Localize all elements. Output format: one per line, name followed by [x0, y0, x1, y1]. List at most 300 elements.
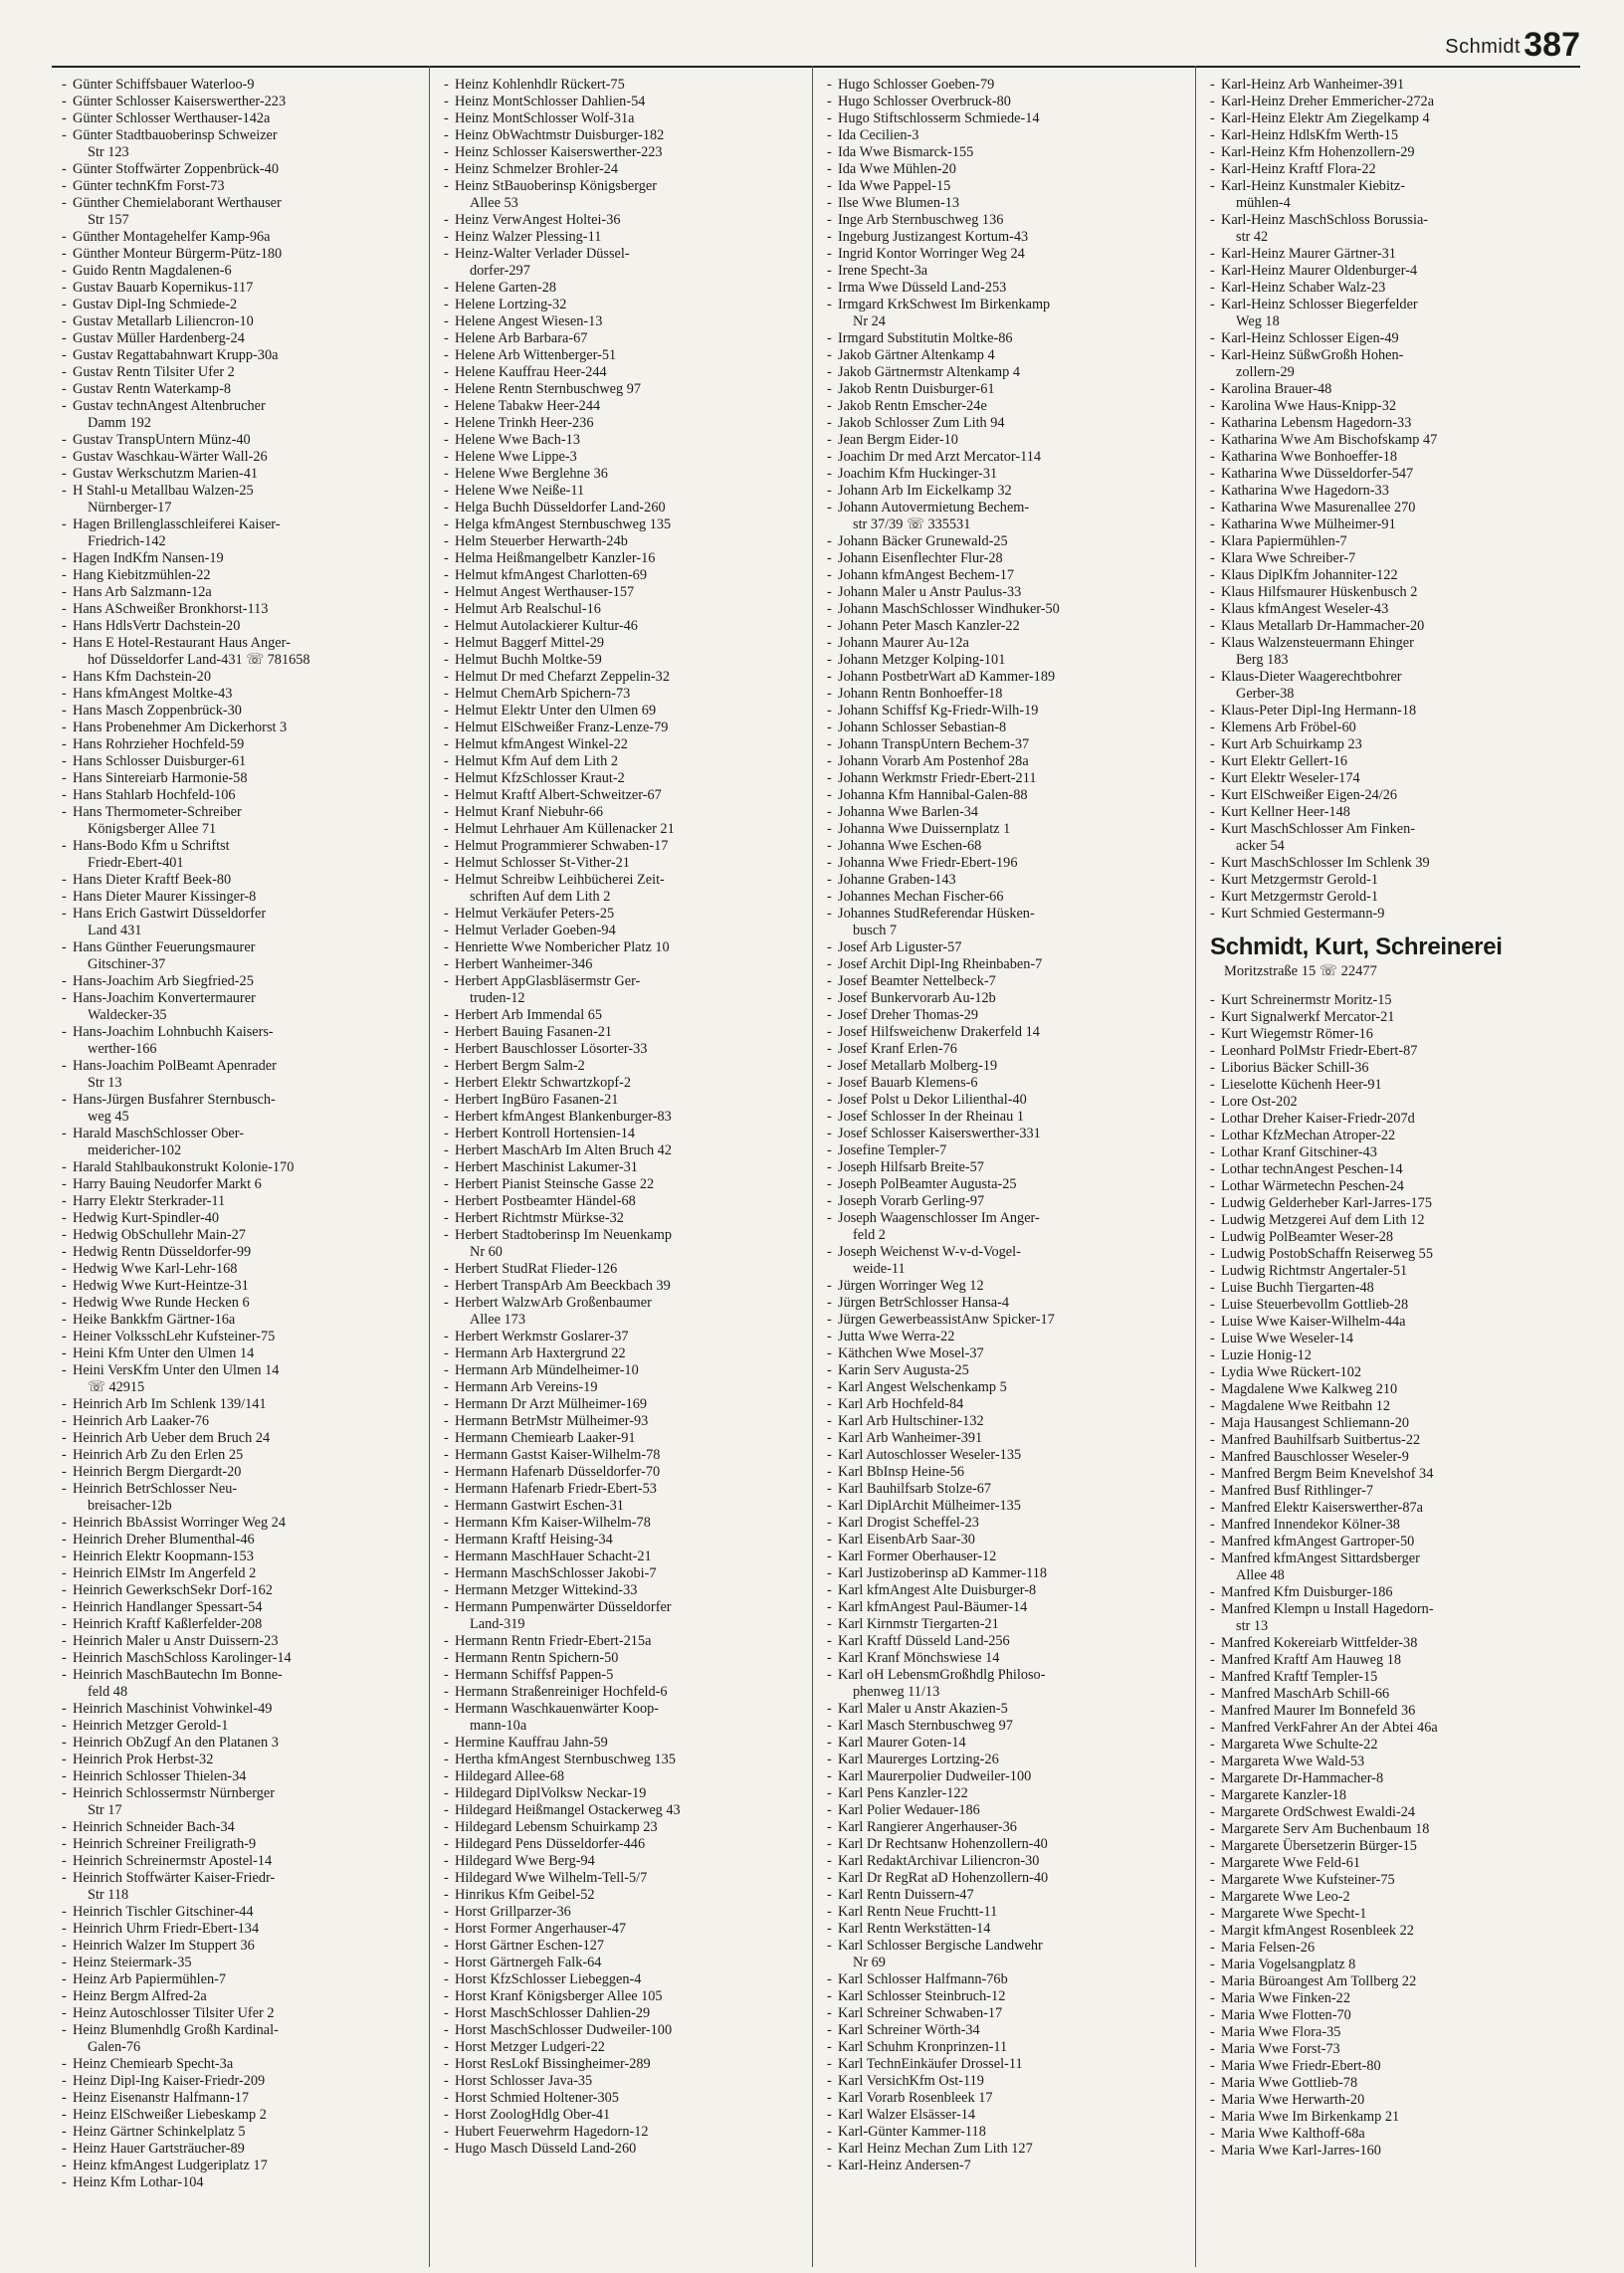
directory-entry: - Johanna Wwe Eschen-68	[827, 838, 1191, 855]
directory-entry: - Günter Schlosser Kaiserswerther-223	[62, 94, 390, 110]
directory-entry: - Kurt Wiegemstr Römer-16	[1210, 1026, 1588, 1043]
directory-entry: - Manfred kfmAngest Gartroper-50	[1210, 1534, 1588, 1550]
directory-entry: - Johann kfmAngest Bechem-17	[827, 567, 1191, 584]
directory-entry: - Margarete Wwe Kufsteiner-75	[1210, 1872, 1588, 1889]
directory-entry: - Heinrich Schreiner Freiligrath-9	[62, 1836, 390, 1853]
directory-entry: - Karl Dr Rechtsanw Hohenzollern-40	[827, 1836, 1191, 1853]
directory-entry: - Heinz MontSchlosser Wolf-31a	[444, 110, 778, 127]
directory-entry-continuation: werther-166	[88, 1041, 157, 1057]
directory-entry: - Karin Serv Augusta-25	[827, 1362, 1191, 1379]
directory-entry-continuation: ☏ 42915	[88, 1379, 145, 1395]
directory-entry: - Gustav Rentn Tilsiter Ufer 2	[62, 364, 390, 381]
directory-entry: - Herbert Maschinist Lakumer-31	[444, 1159, 778, 1176]
directory-entry: - Hermann Waschkauenwärter Koop-	[444, 1701, 778, 1718]
directory-column-4	[1210, 77, 1588, 2266]
directory-entry: - Margareta Wwe Schulte-22	[1210, 1737, 1588, 1754]
directory-entry: - Helene Wwe Berglehne 36	[444, 466, 778, 483]
directory-entry: - Günter Schiffsbauer Waterloo-9	[62, 77, 390, 94]
directory-entry: - Heinz Walzer Plessing-11	[444, 229, 778, 246]
directory-entry-continuation: feld 2	[853, 1227, 886, 1243]
directory-entry: - Herbert Pianist Steinsche Gasse 22	[444, 1176, 778, 1193]
directory-entry-continuation: schriften Auf dem Lith 2	[470, 889, 611, 905]
directory-entry: - Heinz kfmAngest Ludgeriplatz 17	[62, 2158, 390, 2174]
directory-entry: - Karl Schlosser Steinbruch-12	[827, 1988, 1191, 2005]
directory-entry-continuation: Damm 192	[88, 415, 151, 431]
directory-entry: - Josefine Templer-7	[827, 1142, 1191, 1159]
directory-entry: - Margareta Wwe Wald-53	[1210, 1754, 1588, 1770]
directory-entry: - Karl Polier Wedauer-186	[827, 1802, 1191, 1819]
directory-entry: - Heinrich Arb Laaker-76	[62, 1413, 390, 1430]
directory-entry: - Helmut Kraftf Albert-Schweitzer-67	[444, 787, 778, 804]
directory-entry: - Helene Kauffrau Heer-244	[444, 364, 778, 381]
directory-entry: - Hans Schlosser Duisburger-61	[62, 753, 390, 770]
page-header	[0, 0, 1624, 70]
directory-entry: - Hermann Chemiearb Laaker-91	[444, 1430, 778, 1447]
directory-entry: - Gustav Werkschutzm Marien-41	[62, 466, 390, 483]
directory-entry: - Karolina Wwe Haus-Knipp-32	[1210, 398, 1588, 415]
directory-entry: - Lothar KfzMechan Atroper-22	[1210, 1128, 1588, 1144]
directory-entry: - Hildegard Pens Düsseldorfer-446	[444, 1836, 778, 1853]
directory-entry: - Johannes Mechan Fischer-66	[827, 889, 1191, 906]
directory-entry: - Ilse Wwe Blumen-13	[827, 195, 1191, 212]
directory-entry: - Helmut Schlosser St-Vither-21	[444, 855, 778, 872]
directory-entry: - Hermann Hafenarb Friedr-Ebert-53	[444, 1481, 778, 1498]
directory-entry: - Johann Metzger Kolping-101	[827, 652, 1191, 669]
column-divider	[812, 66, 813, 2267]
directory-entry: - Lothar Kranf Gitschiner-43	[1210, 1144, 1588, 1161]
directory-entry: - Manfred VerkFahrer An der Abtei 46a	[1210, 1720, 1588, 1737]
directory-entry: - Johann Rentn Bonhoeffer-18	[827, 686, 1191, 703]
directory-entry: - Kurt Metzgermstr Gerold-1	[1210, 872, 1588, 889]
directory-entry-continuation: Waldecker-35	[88, 1007, 167, 1023]
directory-entry: - Ludwig PostobSchaffn Reiserweg 55	[1210, 1246, 1588, 1263]
directory-entry: - Karl Maurer Goten-14	[827, 1735, 1191, 1752]
header-rule	[52, 66, 1580, 68]
directory-entry-continuation: busch 7	[853, 923, 898, 938]
directory-entry: - Heiner VolksschLehr Kufsteiner-75	[62, 1329, 390, 1345]
directory-entry: - Heinz Dipl-Ing Kaiser-Friedr-209	[62, 2073, 390, 2090]
directory-entry: - Johann Maler u Anstr Paulus-33	[827, 584, 1191, 601]
directory-entry: - Heinrich Tischler Gitschiner-44	[62, 1904, 390, 1921]
directory-entry: - Hedwig ObSchullehr Main-27	[62, 1227, 390, 1244]
directory-entry: - Karl-Heinz Kunstmaler Kiebitz-	[1210, 178, 1588, 195]
directory-entry: - Johann Werkmstr Friedr-Ebert-211	[827, 770, 1191, 787]
directory-entry: - Hedwig Wwe Kurt-Heintze-31	[62, 1278, 390, 1295]
directory-entry: - Karl Heinz Mechan Zum Lith 127	[827, 2141, 1191, 2158]
directory-entry: - Heinrich Metzger Gerold-1	[62, 1718, 390, 1735]
directory-entry: - Katharina Wwe Masurenallee 270	[1210, 500, 1588, 517]
directory-entry: - Maria Wwe Forst-73	[1210, 2041, 1588, 2058]
directory-entry: - Gustav Metallarb Liliencron-10	[62, 313, 390, 330]
directory-entry: - Heinz Blumenhdlg Großh Kardinal-	[62, 2022, 390, 2039]
directory-entry: - Hedwig Wwe Runde Hecken 6	[62, 1295, 390, 1312]
directory-entry: - Heike Bankkfm Gärtner-16a	[62, 1312, 390, 1329]
directory-entry: - Harald MaschSchlosser Ober-	[62, 1126, 390, 1142]
directory-entry: - Herbert AppGlasbläsermstr Ger-	[444, 973, 778, 990]
directory-entry: - Hermann Arb Mündelheimer-10	[444, 1362, 778, 1379]
directory-entry: - Irmgard KrkSchwest Im Birkenkamp	[827, 297, 1191, 313]
directory-entry: - Hermann MaschSchlosser Jakobi-7	[444, 1565, 778, 1582]
directory-entry: - Kurt Schmied Gestermann-9	[1210, 906, 1588, 923]
directory-entry: - Manfred Bauschlosser Weseler-9	[1210, 1449, 1588, 1466]
directory-entry-continuation: Friedr-Ebert-401	[88, 855, 184, 871]
directory-entry: - Hans-Jürgen Busfahrer Sternbusch-	[62, 1092, 390, 1109]
directory-entry: - Herbert Elektr Schwartzkopf-2	[444, 1075, 778, 1092]
directory-entry: - Helene Wwe Bach-13	[444, 432, 778, 449]
directory-entry: - Heinrich GewerkschSekr Dorf-162	[62, 1582, 390, 1599]
directory-entry: - Helmut Kfm Auf dem Lith 2	[444, 753, 778, 770]
directory-entry: - Heinrich Schlossermstr Nürnberger	[62, 1785, 390, 1802]
directory-entry: - Helene Trinkh Heer-236	[444, 415, 778, 432]
directory-entry: - Helene Rentn Sternbuschweg 97	[444, 381, 778, 398]
directory-entry: - Katharina Wwe Bonhoeffer-18	[1210, 449, 1588, 466]
directory-entry: - Hildegard Allee-68	[444, 1768, 778, 1785]
directory-entry: - Heinrich Kraftf Kaßlerfelder-208	[62, 1616, 390, 1633]
directory-entry: - Josef Archit Dipl-Ing Rheinbaben-7	[827, 956, 1191, 973]
directory-entry: - Heinz VerwAngest Holtei-36	[444, 212, 778, 229]
directory-entry-continuation: zollern-29	[1236, 364, 1295, 380]
directory-entry: - Hermann Hafenarb Düsseldorfer-70	[444, 1464, 778, 1481]
directory-entry: - Hildegard Wwe Berg-94	[444, 1853, 778, 1870]
directory-entry: - Josef Schlosser In der Rheinau 1	[827, 1109, 1191, 1126]
directory-entry-continuation: dorfer-297	[470, 263, 530, 279]
directory-entry: - Herbert kfmAngest Blankenburger-83	[444, 1109, 778, 1126]
directory-entry: - Hinrikus Kfm Geibel-52	[444, 1887, 778, 1904]
directory-entry: - Joseph Hilfsarb Breite-57	[827, 1159, 1191, 1176]
business-heading: Schmidt, Kurt, Schreinerei	[1210, 933, 1503, 960]
directory-entry: - Margarete Übersetzerin Bürger-15	[1210, 1838, 1588, 1855]
directory-entry: - Hildegard Wwe Wilhelm-Tell-5/7	[444, 1870, 778, 1887]
directory-entry: - Karl Rentn Duissern-47	[827, 1887, 1191, 1904]
directory-entry: - Hans Probenehmer Am Dickerhorst 3	[62, 720, 390, 736]
directory-entry: - Hans Stahlarb Hochfeld-106	[62, 787, 390, 804]
directory-entry: - Herbert Bauschlosser Lösorter-33	[444, 1041, 778, 1058]
directory-entry: - Hans Arb Salzmann-12a	[62, 584, 390, 601]
directory-entry: - Karl Kranf Mönchswiese 14	[827, 1650, 1191, 1667]
directory-entry-continuation: Nr 69	[853, 1955, 886, 1970]
directory-entry: - Karl Arb Wanheimer-391	[827, 1430, 1191, 1447]
directory-entry: - Helmut Angest Werthauser-157	[444, 584, 778, 601]
directory-entry: - Heinrich MaschBautechn Im Bonne-	[62, 1667, 390, 1684]
directory-entry-continuation: Nr 24	[853, 313, 886, 329]
directory-entry: - Magdalene Wwe Kalkweg 210	[1210, 1381, 1588, 1398]
directory-entry: - Heinrich Maler u Anstr Duissern-23	[62, 1633, 390, 1650]
directory-entry: - Kurt Elektr Weseler-174	[1210, 770, 1588, 787]
directory-entry: - Hermann MaschHauer Schacht-21	[444, 1549, 778, 1565]
directory-entry: - Heinrich MaschSchloss Karolinger-14	[62, 1650, 390, 1667]
directory-entry-continuation: truden-12	[470, 990, 525, 1006]
directory-entry: - Hans HdlsVertr Dachstein-20	[62, 618, 390, 635]
directory-entry: - Guido Rentn Magdalenen-6	[62, 263, 390, 280]
directory-entry: - Johann Bäcker Grunewald-25	[827, 533, 1191, 550]
directory-entry: - Katharina Wwe Hagedorn-33	[1210, 483, 1588, 500]
directory-entry: - Karl Kraftf Düsseld Land-256	[827, 1633, 1191, 1650]
directory-entry: - Helmut Schreibw Leihbücherei Zeit-	[444, 872, 778, 889]
directory-entry: - Heinrich ObZugf An den Platanen 3	[62, 1735, 390, 1752]
directory-entry: - Katharina Wwe Am Bischofskamp 47	[1210, 432, 1588, 449]
column-divider	[1195, 66, 1196, 2267]
directory-entry: - Karl Justizoberinsp aD Kammer-118	[827, 1565, 1191, 1582]
directory-entry: - Herbert StudRat Flieder-126	[444, 1261, 778, 1278]
directory-entry: - Heinrich BbAssist Worringer Weg 24	[62, 1515, 390, 1532]
directory-entry: - Manfred Kokereiarb Wittfelder-38	[1210, 1635, 1588, 1652]
directory-entry: - Heinrich Schlosser Thielen-34	[62, 1768, 390, 1785]
directory-entry: - Helmut kfmAngest Winkel-22	[444, 736, 778, 753]
directory-entry: - Irene Specht-3a	[827, 263, 1191, 280]
directory-entry: - Ludwig Gelderheber Karl-Jarres-175	[1210, 1195, 1588, 1212]
directory-entry: - Horst Gärtner Eschen-127	[444, 1938, 778, 1955]
directory-column-2	[444, 77, 778, 2266]
directory-entry: - Jürgen GewerbeassistAnw Spicker-17	[827, 1312, 1191, 1329]
directory-entry-continuation: mühlen-4	[1236, 195, 1291, 211]
directory-entry-continuation: Allee 53	[470, 195, 518, 211]
directory-entry: - Maria Wwe Flotten-70	[1210, 2007, 1588, 2024]
directory-entry: - Horst Schmied Holtener-305	[444, 2090, 778, 2107]
directory-entry: - Helmut Arb Realschul-16	[444, 601, 778, 618]
directory-entry: - Johanna Wwe Barlen-34	[827, 804, 1191, 821]
directory-entry: - Heinrich Bergm Diergardt-20	[62, 1464, 390, 1481]
directory-entry: - Hermann Rentn Friedr-Ebert-215a	[444, 1633, 778, 1650]
directory-entry: - Josef Kranf Erlen-76	[827, 1041, 1191, 1058]
directory-entry-continuation: feld 48	[88, 1684, 128, 1700]
directory-entry: - Hermine Kauffrau Jahn-59	[444, 1735, 778, 1752]
directory-entry: - Heinz Bergm Alfred-2a	[62, 1988, 390, 2005]
directory-entry: - Karl Maurerpolier Dudweiler-100	[827, 1768, 1191, 1785]
directory-entry: - Kurt Arb Schuirkamp 23	[1210, 736, 1588, 753]
directory-entry: - Maria Wwe Friedr-Ebert-80	[1210, 2058, 1588, 2075]
directory-entry: - Klaus Hilfsmaurer Hüskenbusch 2	[1210, 584, 1588, 601]
directory-entry: - Hagen Brillenglasschleiferei Kaiser-	[62, 517, 390, 533]
directory-entry: - Günther Montagehelfer Kamp-96a	[62, 229, 390, 246]
directory-entry: - Maria Wwe Gottlieb-78	[1210, 2075, 1588, 2092]
directory-entry: - Hermann Gastst Kaiser-Wilhelm-78	[444, 1447, 778, 1464]
directory-entry: - Helm Steuerber Herwarth-24b	[444, 533, 778, 550]
directory-entry: - Jutta Wwe Werra-22	[827, 1329, 1191, 1345]
directory-entry: - Katharina Wwe Düsseldorfer-547	[1210, 466, 1588, 483]
directory-entry: - Herbert IngBüro Fasanen-21	[444, 1092, 778, 1109]
directory-entry: - Heinz Eisenanstr Halfmann-17	[62, 2090, 390, 2107]
directory-entry: - Karl-Heinz Andersen-7	[827, 2158, 1191, 2174]
directory-entry: - Kurt Signalwerkf Mercator-21	[1210, 1009, 1588, 1026]
directory-entry: - Karl Schreiner Wörth-34	[827, 2022, 1191, 2039]
directory-entry: - Heinz Kfm Lothar-104	[62, 2174, 390, 2191]
directory-entry: - Helmut KfzSchlosser Kraut-2	[444, 770, 778, 787]
directory-entry: - Manfred Innendekor Kölner-38	[1210, 1517, 1588, 1534]
directory-entry: - Hermann Arb Vereins-19	[444, 1379, 778, 1396]
directory-entry: - Hang Kiebitzmühlen-22	[62, 567, 390, 584]
directory-entry: - Günter Schlosser Werthauser-142a	[62, 110, 390, 127]
directory-entry: - Karl-Heinz Dreher Emmericher-272a	[1210, 94, 1588, 110]
directory-entry: - Herbert Postbeamter Händel-68	[444, 1193, 778, 1210]
directory-entry: - Hans E Hotel-Restaurant Haus Anger-	[62, 635, 390, 652]
directory-entry: - Karl Rentn Werkstätten-14	[827, 1921, 1191, 1938]
directory-entry: - Joseph Weichenst W-v-d-Vogel-	[827, 1244, 1191, 1261]
directory-entry: - Maria Wwe Flora-35	[1210, 2024, 1588, 2041]
directory-entry: - Lothar technAngest Peschen-14	[1210, 1161, 1588, 1178]
directory-entry: - Margit kfmAngest Rosenbleek 22	[1210, 1923, 1588, 1940]
directory-entry: - Hans-Joachim Arb Siegfried-25	[62, 973, 390, 990]
directory-entry: - Hans-Joachim Lohnbuchh Kaisers-	[62, 1024, 390, 1041]
directory-entry: - Kurt MaschSchlosser Am Finken-	[1210, 821, 1588, 838]
directory-entry-continuation: Nürnberger-17	[88, 500, 172, 516]
directory-entry-continuation: Nr 60	[470, 1244, 503, 1260]
directory-entry: - Kurt ElSchweißer Eigen-24/26	[1210, 787, 1588, 804]
directory-entry: - Klaus kfmAngest Weseler-43	[1210, 601, 1588, 618]
directory-entry: - Gustav Bauarb Kopernikus-117	[62, 280, 390, 297]
directory-entry: - Ludwig Richtmstr Angertaler-51	[1210, 1263, 1588, 1280]
directory-entry: - Maria Felsen-26	[1210, 1940, 1588, 1957]
directory-entry: - Gustav TranspUntern Münz-40	[62, 432, 390, 449]
directory-entry: - Johann PostbetrWart aD Kammer-189	[827, 669, 1191, 686]
directory-entry-continuation: Str 13	[88, 1075, 122, 1091]
directory-entry: - Joseph PolBeamter Augusta-25	[827, 1176, 1191, 1193]
directory-entry: - Herbert Bergm Salm-2	[444, 1058, 778, 1075]
directory-entry: - Manfred Busf Rithlinger-7	[1210, 1483, 1588, 1500]
directory-entry-continuation: Land 431	[88, 923, 142, 938]
directory-entry: - Heinz Steiermark-35	[62, 1955, 390, 1971]
directory-entry: - Herbert TranspArb Am Beeckbach 39	[444, 1278, 778, 1295]
directory-entry: - Maria Vogelsangplatz 8	[1210, 1957, 1588, 1973]
directory-entry: - Luise Steuerbevollm Gottlieb-28	[1210, 1297, 1588, 1314]
directory-entry: - Karl Pens Kanzler-122	[827, 1785, 1191, 1802]
directory-entry: - Jakob Rentn Duisburger-61	[827, 381, 1191, 398]
directory-entry: - Heini Kfm Unter den Ulmen 14	[62, 1345, 390, 1362]
directory-entry: - Margarete Serv Am Buchenbaum 18	[1210, 1821, 1588, 1838]
directory-entry: - Heinrich Schneider Bach-34	[62, 1819, 390, 1836]
directory-entry: - Käthchen Wwe Mosel-37	[827, 1345, 1191, 1362]
directory-entry: - Inge Arb Sternbuschweg 136	[827, 212, 1191, 229]
directory-entry: - Josef Polst u Dekor Lilienthal-40	[827, 1092, 1191, 1109]
directory-entry: - Lieselotte Küchenh Heer-91	[1210, 1077, 1588, 1094]
directory-entry: - Karl Schreiner Schwaben-17	[827, 2005, 1191, 2022]
directory-entry: - Margarete Dr-Hammacher-8	[1210, 1770, 1588, 1787]
directory-entry: - Hermann Pumpenwärter Düsseldorfer	[444, 1599, 778, 1616]
directory-entry: - Karl RedaktArchivar Liliencron-30	[827, 1853, 1191, 1870]
directory-entry: - Karl-Heinz Kfm Hohenzollern-29	[1210, 144, 1588, 161]
directory-entry: - Hermann Arb Haxtergrund 22	[444, 1345, 778, 1362]
directory-entry: - Hans ASchweißer Bronkhorst-113	[62, 601, 390, 618]
directory-entry: - Heinz Autoschlosser Tilsiter Ufer 2	[62, 2005, 390, 2022]
directory-entry: - Harry Elektr Sterkrader-11	[62, 1193, 390, 1210]
directory-entry: - Kurt Elektr Gellert-16	[1210, 753, 1588, 770]
directory-entry: - Maria Wwe Kalthoff-68a	[1210, 2126, 1588, 2143]
directory-entry-continuation: Friedrich-142	[88, 533, 166, 549]
directory-entry: - Karl-Heinz Arb Wanheimer-391	[1210, 77, 1588, 94]
directory-entry: - Johann Peter Masch Kanzler-22	[827, 618, 1191, 635]
directory-entry: - Manfred Klempn u Install Hagedorn-	[1210, 1601, 1588, 1618]
directory-entry: - Horst ResLokf Bissingheimer-289	[444, 2056, 778, 2073]
directory-entry: - Helmut Kranf Niebuhr-66	[444, 804, 778, 821]
directory-entry: - Margarete Wwe Specht-1	[1210, 1906, 1588, 1923]
directory-entry: - Helmut Elektr Unter den Ulmen 69	[444, 703, 778, 720]
directory-entry: - Manfred Kfm Duisburger-186	[1210, 1584, 1588, 1601]
directory-entry-continuation: Land-319	[470, 1616, 525, 1632]
directory-entry: - Hermann Straßenreiniger Hochfeld-6	[444, 1684, 778, 1701]
directory-entry: - Horst ZoologHdlg Ober-41	[444, 2107, 778, 2124]
directory-entry: - Karl-Heinz MaschSchloss Borussia-	[1210, 212, 1588, 229]
directory-entry: - Klara Papiermühlen-7	[1210, 533, 1588, 550]
directory-entry: - Karl-Heinz Kraftf Flora-22	[1210, 161, 1588, 178]
directory-entry: - Klaus Metallarb Dr-Hammacher-20	[1210, 618, 1588, 635]
directory-entry-continuation: Königsberger Allee 71	[88, 821, 217, 837]
directory-entry: - Heinz Schlosser Kaiserswerther-223	[444, 144, 778, 161]
directory-entry: - Horst MaschSchlosser Dahlien-29	[444, 2005, 778, 2022]
directory-entry: - Heinrich Dreher Blumenthal-46	[62, 1532, 390, 1549]
directory-entry: - Hans Günther Feuerungsmaurer	[62, 939, 390, 956]
directory-entry: - Heinz Arb Papiermühlen-7	[62, 1971, 390, 1988]
directory-entry: - Johanna Wwe Friedr-Ebert-196	[827, 855, 1191, 872]
directory-entry: - Johanna Wwe Duissernplatz 1	[827, 821, 1191, 838]
directory-entry-continuation: meidericher-102	[88, 1142, 182, 1158]
running-head: Schmidt	[1445, 36, 1521, 58]
directory-entry: - Karl Dr RegRat aD Hohenzollern-40	[827, 1870, 1191, 1887]
directory-entry: - Heinrich Maschinist Vohwinkel-49	[62, 1701, 390, 1718]
directory-entry: - Jakob Schlosser Zum Lith 94	[827, 415, 1191, 432]
directory-entry-continuation: Allee 48	[1236, 1567, 1285, 1583]
directory-entry: - Jakob Gärtnermstr Altenkamp 4	[827, 364, 1191, 381]
directory-entry: - Heinrich Arb Im Schlenk 139/141	[62, 1396, 390, 1413]
directory-entry: - Manfred kfmAngest Sittardsberger	[1210, 1550, 1588, 1567]
directory-entry: - Karl Kirnmstr Tiergarten-21	[827, 1616, 1191, 1633]
directory-entry: - Karl BbInsp Heine-56	[827, 1464, 1191, 1481]
directory-entry: - Irmgard Substitutin Moltke-86	[827, 330, 1191, 347]
directory-entry: - Horst KfzSchlosser Liebeggen-4	[444, 1971, 778, 1988]
directory-entry-continuation: Str 118	[88, 1887, 129, 1903]
directory-entry: - Johann Schlosser Sebastian-8	[827, 720, 1191, 736]
directory-entry: - Hermann Kfm Kaiser-Wilhelm-78	[444, 1515, 778, 1532]
directory-entry: - Hans Erich Gastwirt Düsseldorfer	[62, 906, 390, 923]
directory-entry: - Herbert Arb Immendal 65	[444, 1007, 778, 1024]
directory-entry: - Karl Vorarb Rosenbleek 17	[827, 2090, 1191, 2107]
directory-entry: - Johann Eisenflechter Flur-28	[827, 550, 1191, 567]
directory-entry: - Helmut Autolackierer Kultur-46	[444, 618, 778, 635]
directory-entry: - Horst Schlosser Java-35	[444, 2073, 778, 2090]
directory-entry: - Josef Hilfsweichenw Drakerfeld 14	[827, 1024, 1191, 1041]
directory-entry-continuation: breisacher-12b	[88, 1498, 172, 1514]
directory-entry: - Hans-Bodo Kfm u Schriftst	[62, 838, 390, 855]
directory-entry: - Kurt Schreinermstr Moritz-15	[1210, 992, 1588, 1009]
directory-entry: - Margarete OrdSchwest Ewaldi-24	[1210, 1804, 1588, 1821]
directory-entry: - Karl Former Oberhauser-12	[827, 1549, 1191, 1565]
directory-entry: - Johann Schiffsf Kg-Friedr-Wilh-19	[827, 703, 1191, 720]
directory-entry: - Ida Wwe Mühlen-20	[827, 161, 1191, 178]
directory-entry: - Hans Dieter Maurer Kissinger-8	[62, 889, 390, 906]
directory-entry: - Harry Bauing Neudorfer Markt 6	[62, 1176, 390, 1193]
directory-entry: - Hedwig Wwe Karl-Lehr-168	[62, 1261, 390, 1278]
directory-entry: - Manfred Bergm Beim Knevelshof 34	[1210, 1466, 1588, 1483]
directory-entry: - Manfred Elektr Kaiserswerther-87a	[1210, 1500, 1588, 1517]
directory-entry: - Hans-Joachim PolBeamt Apenrader	[62, 1058, 390, 1075]
directory-entry: - Heinrich Arb Ueber dem Bruch 24	[62, 1430, 390, 1447]
directory-entry: - Helmut ElSchweißer Franz-Lenze-79	[444, 720, 778, 736]
directory-entry: - Johann TranspUntern Bechem-37	[827, 736, 1191, 753]
directory-entry: - Hildegard DiplVolksw Neckar-19	[444, 1785, 778, 1802]
directory-entry: - Hugo Schlosser Goeben-79	[827, 77, 1191, 94]
directory-entry-continuation: mann-10a	[470, 1718, 527, 1734]
directory-entry: - Helmut kfmAngest Charlotten-69	[444, 567, 778, 584]
directory-entry: - Maja Hausangest Schliemann-20	[1210, 1415, 1588, 1432]
directory-entry: - Herbert Wanheimer-346	[444, 956, 778, 973]
directory-entry: - Hermann Schiffsf Pappen-5	[444, 1667, 778, 1684]
directory-entry: - Helene Tabakw Heer-244	[444, 398, 778, 415]
directory-entry: - Ingrid Kontor Worringer Weg 24	[827, 246, 1191, 263]
directory-entry: - Karl Maurerges Lortzing-26	[827, 1752, 1191, 1768]
directory-entry: - Hildegard Heißmangel Ostackerweg 43	[444, 1802, 778, 1819]
directory-entry: - Hans Rohrzieher Hochfeld-59	[62, 736, 390, 753]
directory-entry: - Hans Kfm Dachstein-20	[62, 669, 390, 686]
directory-entry: - Jürgen BetrSchlosser Hansa-4	[827, 1295, 1191, 1312]
directory-entry: - Liborius Bäcker Schill-36	[1210, 1060, 1588, 1077]
